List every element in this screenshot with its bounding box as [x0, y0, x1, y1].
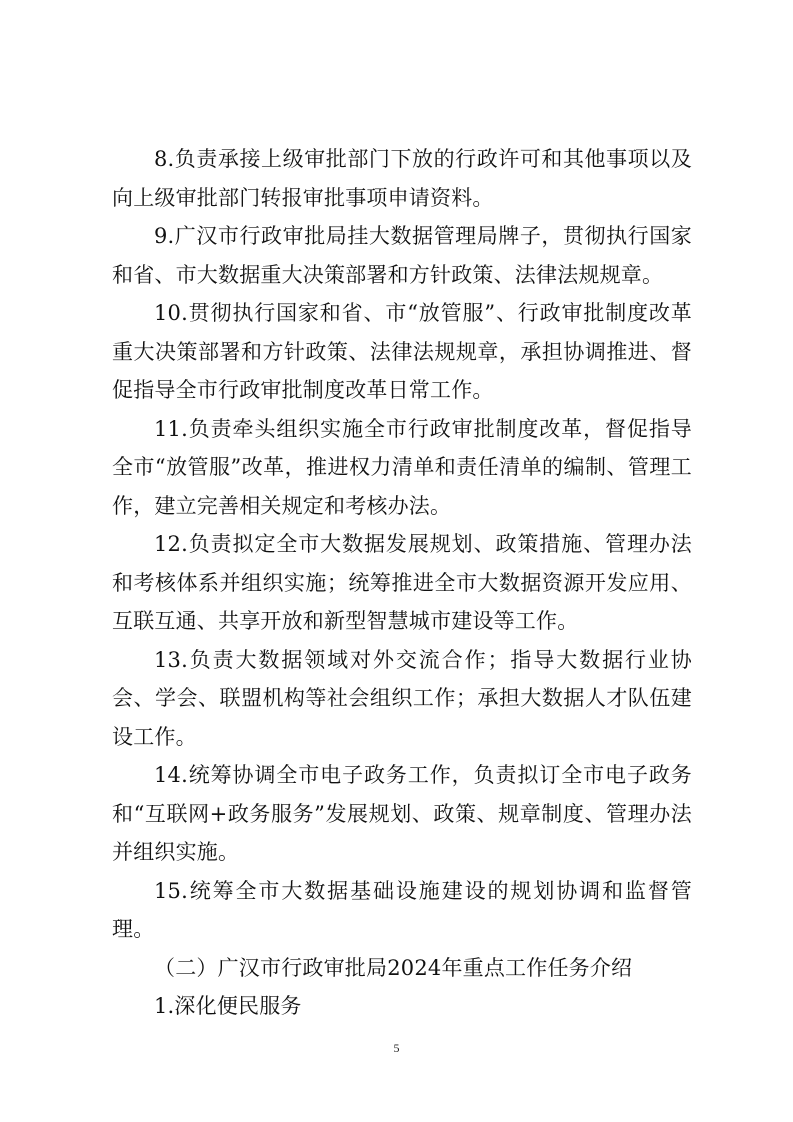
- paragraph-item-12: 12.负责拟定全市大数据发展规划、政策措施、管理办法和考核体系并组织实施；统筹推进全市大数据资源开发应用、互联互通、共享开放和新型智慧城市建设等工作。: [112, 532, 692, 633]
- paragraph-item-14: 14.统筹协调全市电子政务工作，负责拟订全市电子政务和“互联网+政务服务”发展规划、政策、规章制度、管理办法并组织实施。: [112, 763, 692, 864]
- page-number: 5: [393, 1041, 400, 1055]
- paragraph-item-8: 8.负责承接上级审批部门下放的行政许可和其他事项以及向上级审批部门转报审批事项申请资料。: [112, 147, 692, 210]
- paragraph-item-15: 15.统筹全市大数据基础设施建设的规划协调和监督管理。: [112, 878, 692, 941]
- section-heading: （二）广汉市行政审批局2024年重点工作任务介绍: [154, 955, 633, 980]
- paragraph-item-13: 13.负责大数据领域对外交流合作；指导大数据行业协会、学会、联盟机构等社会组织工作；承担大数据人才队伍建设工作。: [112, 647, 692, 749]
- paragraph-item-10: 10.贯彻执行国家和省、市“放管服”、行政审批制度改革重大决策部署和方针政策、法律法规规章，承担协调推进、督促指导全市行政审批制度改革日常工作。: [112, 301, 692, 402]
- subsection-heading: 1.深化便民服务: [154, 994, 302, 1018]
- paragraph-item-11: 11.负责牵头组织实施全市行政审批制度改革，督促指导全市“放管服”改革，推进权力清单和责任清单的编制、管理工作，建立完善相关规定和考核办法。: [112, 416, 692, 518]
- paragraph-item-9: 9.广汉市行政审批局挂大数据管理局牌子，贯彻执行国家和省、市大数据重大决策部署和方针政策、法律法规规章。: [112, 224, 692, 287]
- document-body: [112, 140, 692, 1026]
